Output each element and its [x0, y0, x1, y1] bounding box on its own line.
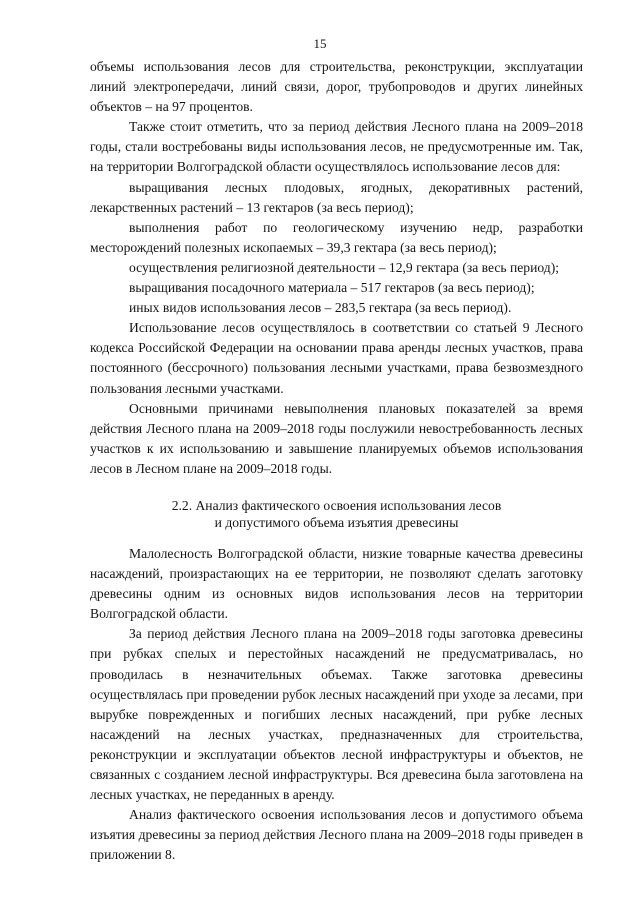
section-heading-line: и допустимого объема изъятия древесины	[214, 514, 459, 530]
list-item: иных видов использования лесов – 283,5 гектара (за весь период).	[129, 300, 512, 316]
paragraph: Малолесность Волгоградской области, низкие товарные качества древесины насаждений, произрастающих на ее территории, не позволяют сделать заготовку древесины одним из основных видов использования лесов на территории Волгоградской области.	[90, 545, 583, 622]
section-heading	[90, 497, 583, 531]
section-heading-line: 2.2. Анализ фактического освоения использования лесов	[171, 497, 502, 513]
list-item: выращивания лесных плодовых, ягодных, декоративных растений, лекарственных растений – 13 гектаров (за весь период);	[90, 179, 583, 215]
list-item: выполнения работ по геологическому изучению недр, разработки месторождений полезных ископаемых – 39,3 гектара (за весь период);	[90, 219, 583, 255]
list-item: выращивания посадочного материала – 517 гектаров (за весь период);	[129, 280, 535, 296]
paragraph: За период действия Лесного плана на 2009–2018 годы заготовка древесины при рубках спелых и перестойных насаждений не предусматривалась, но проводилась в незначительных объемах. Также заготовка древесины осуществлялась при проведении рубок лесных насаждений при уходе за лесами, при вырубке поврежденных и погибших лесных насаждений, при рубке лесных насаждений на лесных участках, предназначенных для строительства, реконструкции и эксплуатации объектов лесной инфраструктуры и объектов, не связанных с созданием лесной инфраструктуры. Вся древесина была заготовлена на лесных участках, не переданных в аренду.	[90, 626, 583, 803]
paragraph: Основными причинами невыполнения плановых показателей за время действия Лесного плана на 2009–2018 годы послужили невостребованность лесных участков к их использованию и завышение планируемых объемов использования лесов в Лесном плане на 2009–2018 годы.	[90, 400, 583, 476]
paragraph: объемы использования лесов для строительства, реконструкции, эксплуатации линий электропередачи, линий связи, дорог, трубопроводов и других линейных объектов – на 97 процентов.	[90, 59, 583, 115]
list-item: осуществления религиозной деятельности – 12,9 гектара (за весь период);	[129, 259, 560, 275]
page-number: 15	[313, 36, 327, 51]
paragraph: Также стоит отметить, что за период действия Лесного плана на 2009–2018 годы, стали востребованы виды использования лесов, не предусмотренные им. Так, на территории Волгоградской области осуществлялось использование лесов для:	[90, 119, 583, 175]
paragraph: Использование лесов осуществлялось в соответствии со статьей 9 Лесного кодекса Российской Федерации на основании права аренды лесных участков, права постоянного (бессрочного) пользования лесными участками, права безвозмездного пользования лесными участками.	[90, 320, 583, 396]
paragraph: Анализ фактического освоения использования лесов и допустимого объема изъятия древесины за период действия Лесного плана на 2009–2018 годы приведен в приложении 8.	[90, 807, 583, 863]
document-body	[90, 57, 583, 865]
